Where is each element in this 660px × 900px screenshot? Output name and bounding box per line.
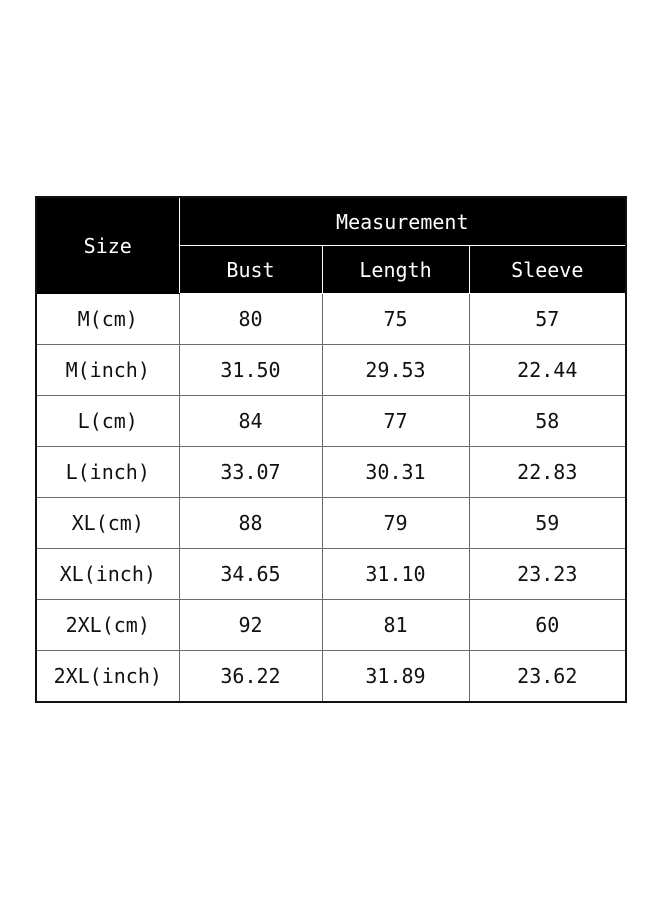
- sleeve-cell: 57: [469, 294, 626, 345]
- size-cell: 2XL(cm): [36, 600, 179, 651]
- sleeve-cell: 60: [469, 600, 626, 651]
- size-cell: XL(cm): [36, 498, 179, 549]
- size-cell: L(cm): [36, 396, 179, 447]
- size-cell: L(inch): [36, 447, 179, 498]
- size-chart-table: [35, 196, 627, 703]
- sleeve-cell: 58: [469, 396, 626, 447]
- header-row-top: [36, 197, 626, 246]
- size-column-header: Size: [36, 197, 179, 294]
- bust-cell: 88: [179, 498, 322, 549]
- sleeve-cell: 23.23: [469, 549, 626, 600]
- size-cell: M(inch): [36, 345, 179, 396]
- sleeve-cell: 23.62: [469, 651, 626, 703]
- sleeve-cell: 22.44: [469, 345, 626, 396]
- bust-cell: 80: [179, 294, 322, 345]
- table-row: [36, 345, 626, 396]
- bust-cell: 92: [179, 600, 322, 651]
- length-cell: 79: [322, 498, 469, 549]
- length-column-header: Length: [322, 246, 469, 294]
- bust-cell: 31.50: [179, 345, 322, 396]
- size-cell: 2XL(inch): [36, 651, 179, 703]
- bust-cell: 84: [179, 396, 322, 447]
- length-cell: 31.89: [322, 651, 469, 703]
- sleeve-cell: 59: [469, 498, 626, 549]
- measurement-header: Measurement: [179, 197, 626, 246]
- sleeve-column-header: Sleeve: [469, 246, 626, 294]
- length-cell: 31.10: [322, 549, 469, 600]
- length-cell: 77: [322, 396, 469, 447]
- length-cell: 29.53: [322, 345, 469, 396]
- bust-cell: 34.65: [179, 549, 322, 600]
- table-row: [36, 294, 626, 345]
- table-body: [36, 294, 626, 703]
- size-cell: XL(inch): [36, 549, 179, 600]
- table-row: [36, 549, 626, 600]
- length-cell: 30.31: [322, 447, 469, 498]
- bust-column-header: Bust: [179, 246, 322, 294]
- table-header: [36, 197, 626, 294]
- length-cell: 75: [322, 294, 469, 345]
- table-row: [36, 447, 626, 498]
- bust-cell: 33.07: [179, 447, 322, 498]
- table-row: [36, 396, 626, 447]
- sleeve-cell: 22.83: [469, 447, 626, 498]
- table-row: [36, 600, 626, 651]
- bust-cell: 36.22: [179, 651, 322, 703]
- size-cell: M(cm): [36, 294, 179, 345]
- table-row: [36, 651, 626, 703]
- table-row: [36, 498, 626, 549]
- length-cell: 81: [322, 600, 469, 651]
